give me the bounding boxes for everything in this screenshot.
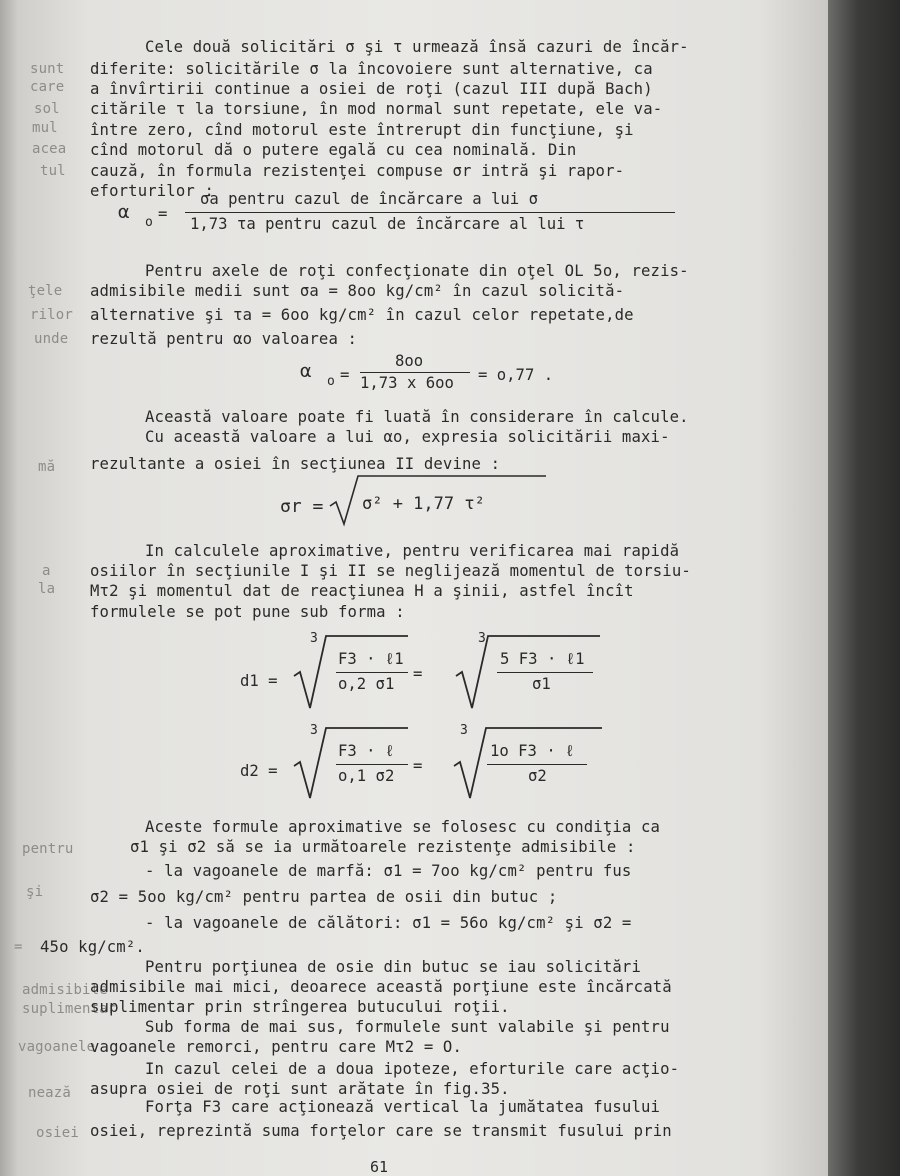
margin-fragment: tul (40, 163, 66, 179)
root-index: 3 (310, 723, 318, 738)
text-line: In cazul celei de a doua ipoteze, eforturile care acţio- (145, 1060, 680, 1078)
d2-lhs: d2 = (240, 762, 278, 780)
cube-root-sign (292, 724, 410, 802)
alpha-subscript: o (327, 374, 335, 389)
d1-denominator-2: σ1 (532, 675, 551, 693)
alpha-symbol: α (118, 201, 130, 223)
margin-fragment: care (30, 79, 65, 95)
equals-sign: = (413, 757, 423, 775)
alpha-numerator: σa pentru cazul de încărcare a lui σ (200, 190, 538, 208)
d2-denominator: o,1 σ2 (338, 767, 395, 785)
fraction-bar (487, 764, 587, 765)
root-index: 3 (460, 723, 468, 738)
margin-fragment: mă (38, 459, 56, 475)
text-line: suplimentar prin strîngerea butucului roţii. (90, 998, 510, 1016)
text-line: cînd motorul dă o putere egală cu cea nominală. Din (90, 141, 577, 159)
page-number: 61 (370, 1158, 389, 1176)
root-index: 3 (478, 631, 486, 646)
text-line: Aceste formule aproximative se folosesc cu condiţia ca (145, 818, 661, 836)
fraction-bar (185, 212, 675, 213)
margin-fragment: vagoanele (18, 1039, 96, 1055)
margin-fragment: mul (32, 120, 58, 136)
text-line: Pentru axele de roţi confecţionate din oţel OL 5o, rezis- (145, 262, 689, 280)
square-root-sign (452, 724, 604, 802)
text-line: Această valoare poate fi luată în considerare în calcule. (145, 408, 689, 426)
alpha-value-denominator: 1,73 x 6oo (360, 374, 454, 392)
root-index: 3 (310, 631, 318, 646)
fraction-bar (336, 672, 408, 673)
margin-fragment: şi (26, 884, 44, 900)
text-line: osiilor în secţiunile I şi II se neglijează momentul de torsiu- (90, 562, 691, 580)
margin-fragment: pentru (22, 841, 74, 857)
margin-fragment: nează (28, 1085, 71, 1101)
text-line: rezultante a osiei în secţiunea II devine : (90, 455, 501, 473)
text-line: Cu această valoare a lui αo, expresia solicitării maxi- (145, 428, 670, 446)
sigma-r-radicand: σ² + 1,77 τ² (362, 494, 485, 514)
text-line: a învîrtirii continue a osiei de roţi (cazul III după Bach) (90, 80, 653, 98)
text-line: - la vagoanele de călători: σ1 = 56o kg/cm² şi σ2 = (145, 914, 632, 932)
text-line: asupra osiei de roţi sunt arătate în fig.35. (90, 1080, 510, 1098)
book-spine-shadow (828, 0, 900, 1176)
text-line: σ2 = 5oo kg/cm² pentru partea de osii din butuc ; (90, 888, 558, 906)
d1-numerator-2: 5 F3 · ℓ1 (500, 650, 585, 668)
d2-numerator-2: 1o F3 · ℓ (490, 742, 575, 760)
margin-fragment: osiei (36, 1125, 79, 1141)
equals-sign: = (413, 665, 423, 683)
margin-fragment: unde (34, 331, 69, 347)
text-line: Mτ2 şi momentul dat de reacţiunea H a şinii, astfel încît (90, 582, 634, 600)
text-line: eforturilor : (90, 182, 214, 200)
text-line: - la vagoanele de marfă: σ1 = 7oo kg/cm² pentru fus (145, 862, 632, 880)
text-line: rezultă pentru αo valoarea : (90, 330, 358, 348)
text-line: Cele două solicitări σ şi τ urmează însă cazuri de încăr- (145, 38, 689, 56)
margin-fragment: rilor (30, 307, 73, 323)
margin-fragment: la (38, 581, 56, 597)
text-line: Sub forma de mai sus, formulele sunt valabile şi pentru (145, 1018, 670, 1036)
margin-fragment: sunt (30, 61, 65, 77)
text-line: In calculele aproximative, pentru verificarea mai rapidă (145, 542, 680, 560)
text-line: formulele se pot pune sub forma : (90, 603, 405, 621)
alpha-denominator: 1,73 τa pentru cazul de încărcare al lui τ (190, 215, 585, 233)
equals-sign: = (340, 366, 350, 384)
margin-fragment: ţele (28, 283, 63, 299)
margin-fragment: acea (32, 141, 67, 157)
d1-numerator: F3 · ℓ1 (338, 650, 404, 668)
text-line: σ1 şi σ2 să se ia următoarele rezistenţe admisibile : (130, 838, 636, 856)
text-line: citările τ la torsiune, în mod normal sunt repetate, ele va- (90, 100, 663, 118)
text-line: diferite: solicitările σ la încovoiere sunt alternative, ca (90, 60, 653, 78)
sigma-r-lhs: σr = (280, 496, 324, 517)
alpha-value-numerator: 8oo (395, 352, 424, 370)
margin-fragment: suplimentar (22, 1001, 117, 1017)
fraction-bar (336, 764, 408, 765)
margin-fragment: = (14, 939, 23, 955)
margin-fragment: a (42, 563, 51, 579)
equals-sign: = (158, 205, 168, 223)
text-line: alternative şi τa = 6oo kg/cm² în cazul celor repetate,de (90, 306, 634, 324)
margin-fragment: admisibile (22, 982, 108, 998)
text-line: 45o kg/cm². (40, 938, 145, 956)
d2-denominator-2: σ2 (528, 767, 547, 785)
d1-denominator: o,2 σ1 (338, 675, 395, 693)
text-line: Forţa F3 care acţionează vertical la jumătatea fusului (145, 1098, 661, 1116)
text-line: vagoanele remorci, pentru care Mτ2 = O. (90, 1038, 462, 1056)
margin-fragment: sol (34, 101, 60, 117)
d1-lhs: d1 = (240, 672, 278, 690)
text-line: admisibile medii sunt σa = 8oo kg/cm² în cazul solicită- (90, 282, 625, 300)
text-line: cauză, în formula rezistenţei compuse σr intră şi rapor- (90, 162, 625, 180)
text-line: Pentru porţiunea de osie din butuc se iau solicitări (145, 958, 641, 976)
text-line: între zero, cînd motorul este întrerupt din funcţiune, şi (90, 121, 634, 139)
fraction-bar (497, 672, 593, 673)
text-line: osiei, reprezintă suma forţelor care se transmit fusului prin (90, 1122, 672, 1140)
alpha-value-result: = o,77 . (478, 366, 554, 384)
text-line: admisibile mai mici, deoarece această porţiune este încărcată (90, 978, 672, 996)
d2-numerator: F3 · ℓ (338, 742, 395, 760)
alpha-symbol: α (300, 360, 312, 382)
alpha-subscript: o (145, 215, 153, 230)
